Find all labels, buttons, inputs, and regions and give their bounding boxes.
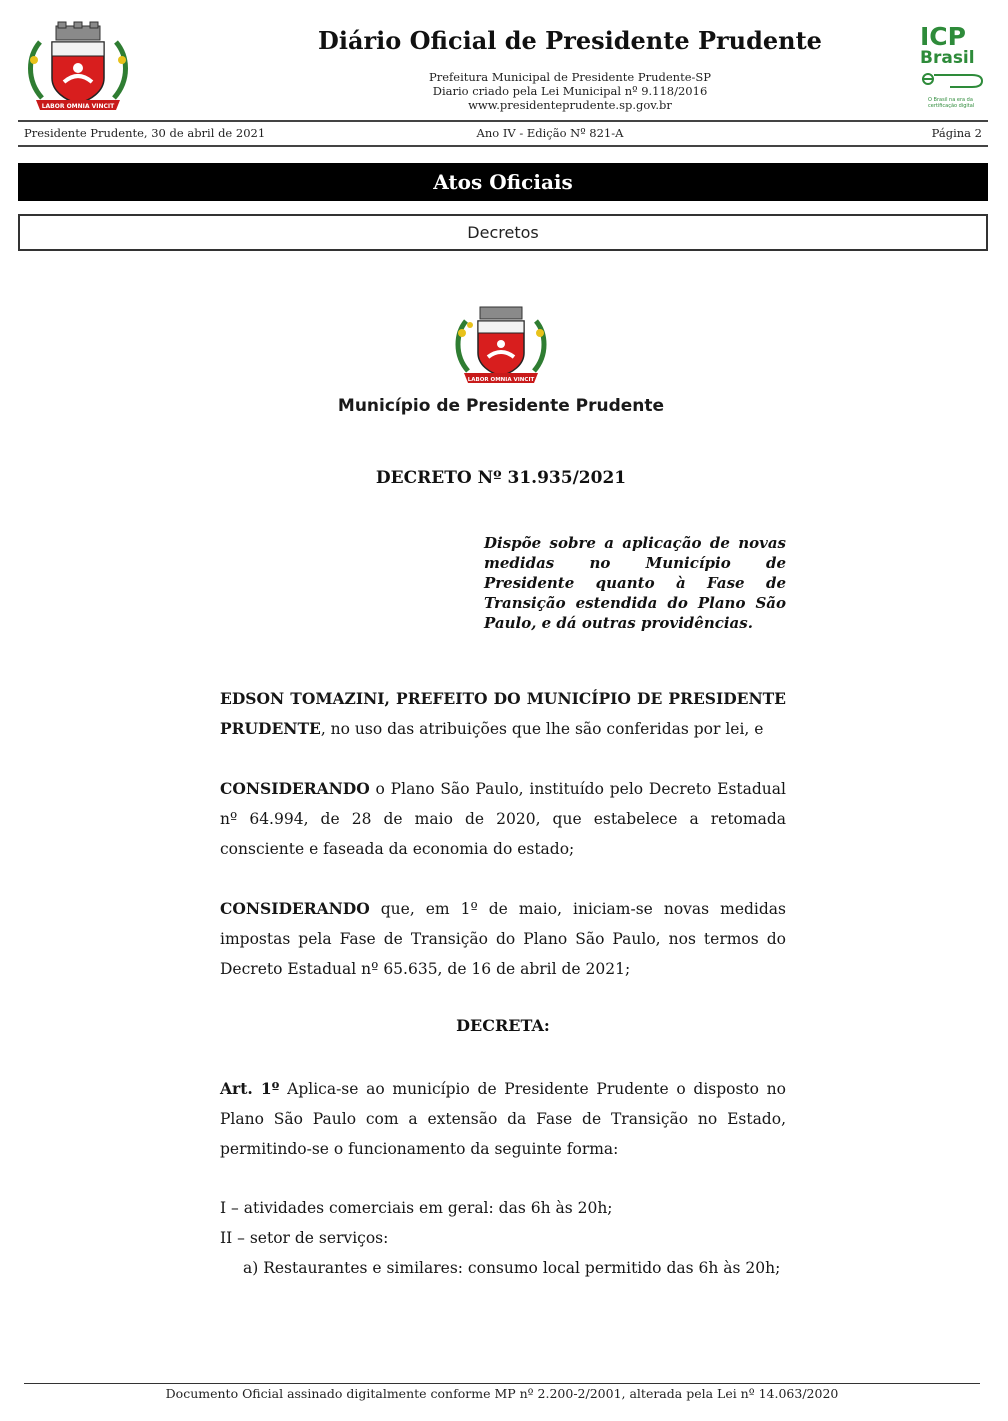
key-icon (920, 67, 986, 93)
icp-brasil-logo (920, 24, 986, 114)
icp-logo-text-line1: ICP (920, 22, 966, 51)
article-1-paragraph (220, 1074, 786, 1164)
header-rule-bottom (18, 145, 988, 147)
municipality-name: Município de Presidente Prudente (337, 396, 665, 416)
decree-summary: Dispõe sobre a aplicação de novas medidas no Município de Presidente quanto à Fase de Transição estendida do Plano São Paulo, e dá outras providências. (484, 534, 786, 632)
footer-rule (24, 1383, 980, 1384)
considerando-text-1: o Plano São Paulo, instituído pelo Decreto Estadual nº 64.994, de 28 de maio de 2020, que estabelece a retomada consciente e faseada da economia do estado; (220, 780, 786, 858)
page-number: Página 2 (931, 126, 982, 140)
header-subtitle-line1: Prefeitura Municipal de Presidente Prudente-SP (429, 70, 711, 84)
section-banner-atos-oficiais: Atos Oficiais (18, 163, 988, 201)
list-item-services: II – setor de serviços: (220, 1229, 389, 1247)
decreta-heading: DECRETA: (456, 1016, 550, 1035)
subsection-decretos: Decretos (18, 214, 988, 251)
municipality-coat-of-arms (450, 303, 552, 387)
edition-number: Ano IV - Edição Nº 821-A (476, 126, 624, 140)
list-item-commercial: I – atividades comerciais em geral: das 6h às 20h; (220, 1199, 613, 1217)
header-subtitle-line2: Diario criado pela Lei Municipal nº 9.118/2016 (432, 84, 708, 98)
publication-date: Presidente Prudente, 30 de abril de 2021 (24, 126, 266, 140)
icp-logo-tagline: O Brasil na era da certificação digital (928, 97, 975, 109)
header-website: www.presidenteprudente.sp.gov.br (468, 98, 672, 112)
decree-title: DECRETO Nº 31.935/2021 (375, 468, 627, 488)
considerando-paragraph-2 (220, 894, 786, 984)
footer-signature-note: Documento Oficial assinado digitalmente conforme MP nº 2.200-2/2001, alterada pela Lei nº 14.063/2020 (165, 1386, 839, 1401)
considerando-paragraph-1 (220, 774, 786, 864)
considerando-label-1: CONSIDERANDO (220, 779, 370, 798)
preamble-mayor-name: EDSON TOMAZINI, PREFEITO DO MUNICÍPIO DE PRESIDENTE PRUDENTE (220, 689, 786, 738)
svg-text:LABOR OMNIA VINCIT: LABOR OMNIA VINCIT (467, 377, 535, 383)
considerando-label-2: CONSIDERANDO (220, 899, 370, 918)
list-item-restaurants: a) Restaurantes e similares: consumo local permitido das 6h às 20h; (243, 1259, 781, 1277)
article-1-text: Aplica-se ao município de Presidente Prudente o disposto no Plano São Paulo com a extensão da Fase de Transição no Estado, permitindo-se o funcionamento da seguinte forma: (220, 1080, 786, 1158)
svg-text:LABOR OMNIA VINCIT: LABOR OMNIA VINCIT (41, 103, 115, 110)
header-rule-top (18, 120, 988, 122)
city-coat-of-arms (20, 20, 136, 116)
newspaper-title: Diário Oficial de Presidente Prudente (318, 26, 822, 55)
preamble-paragraph (220, 684, 786, 744)
preamble-text: , no uso das atribuições que lhe são conferidas por lei, e (320, 720, 764, 738)
article-1-label: Art. 1º (220, 1079, 280, 1098)
considerando-text-2: que, em 1º de maio, iniciam-se novas medidas impostas pela Fase de Transição do Plano São Paulo, nos termos do Decreto Estadual nº 65.635, de 16 de abril de 2021; (220, 900, 786, 978)
icp-logo-text-line2: Brasil (920, 48, 975, 68)
